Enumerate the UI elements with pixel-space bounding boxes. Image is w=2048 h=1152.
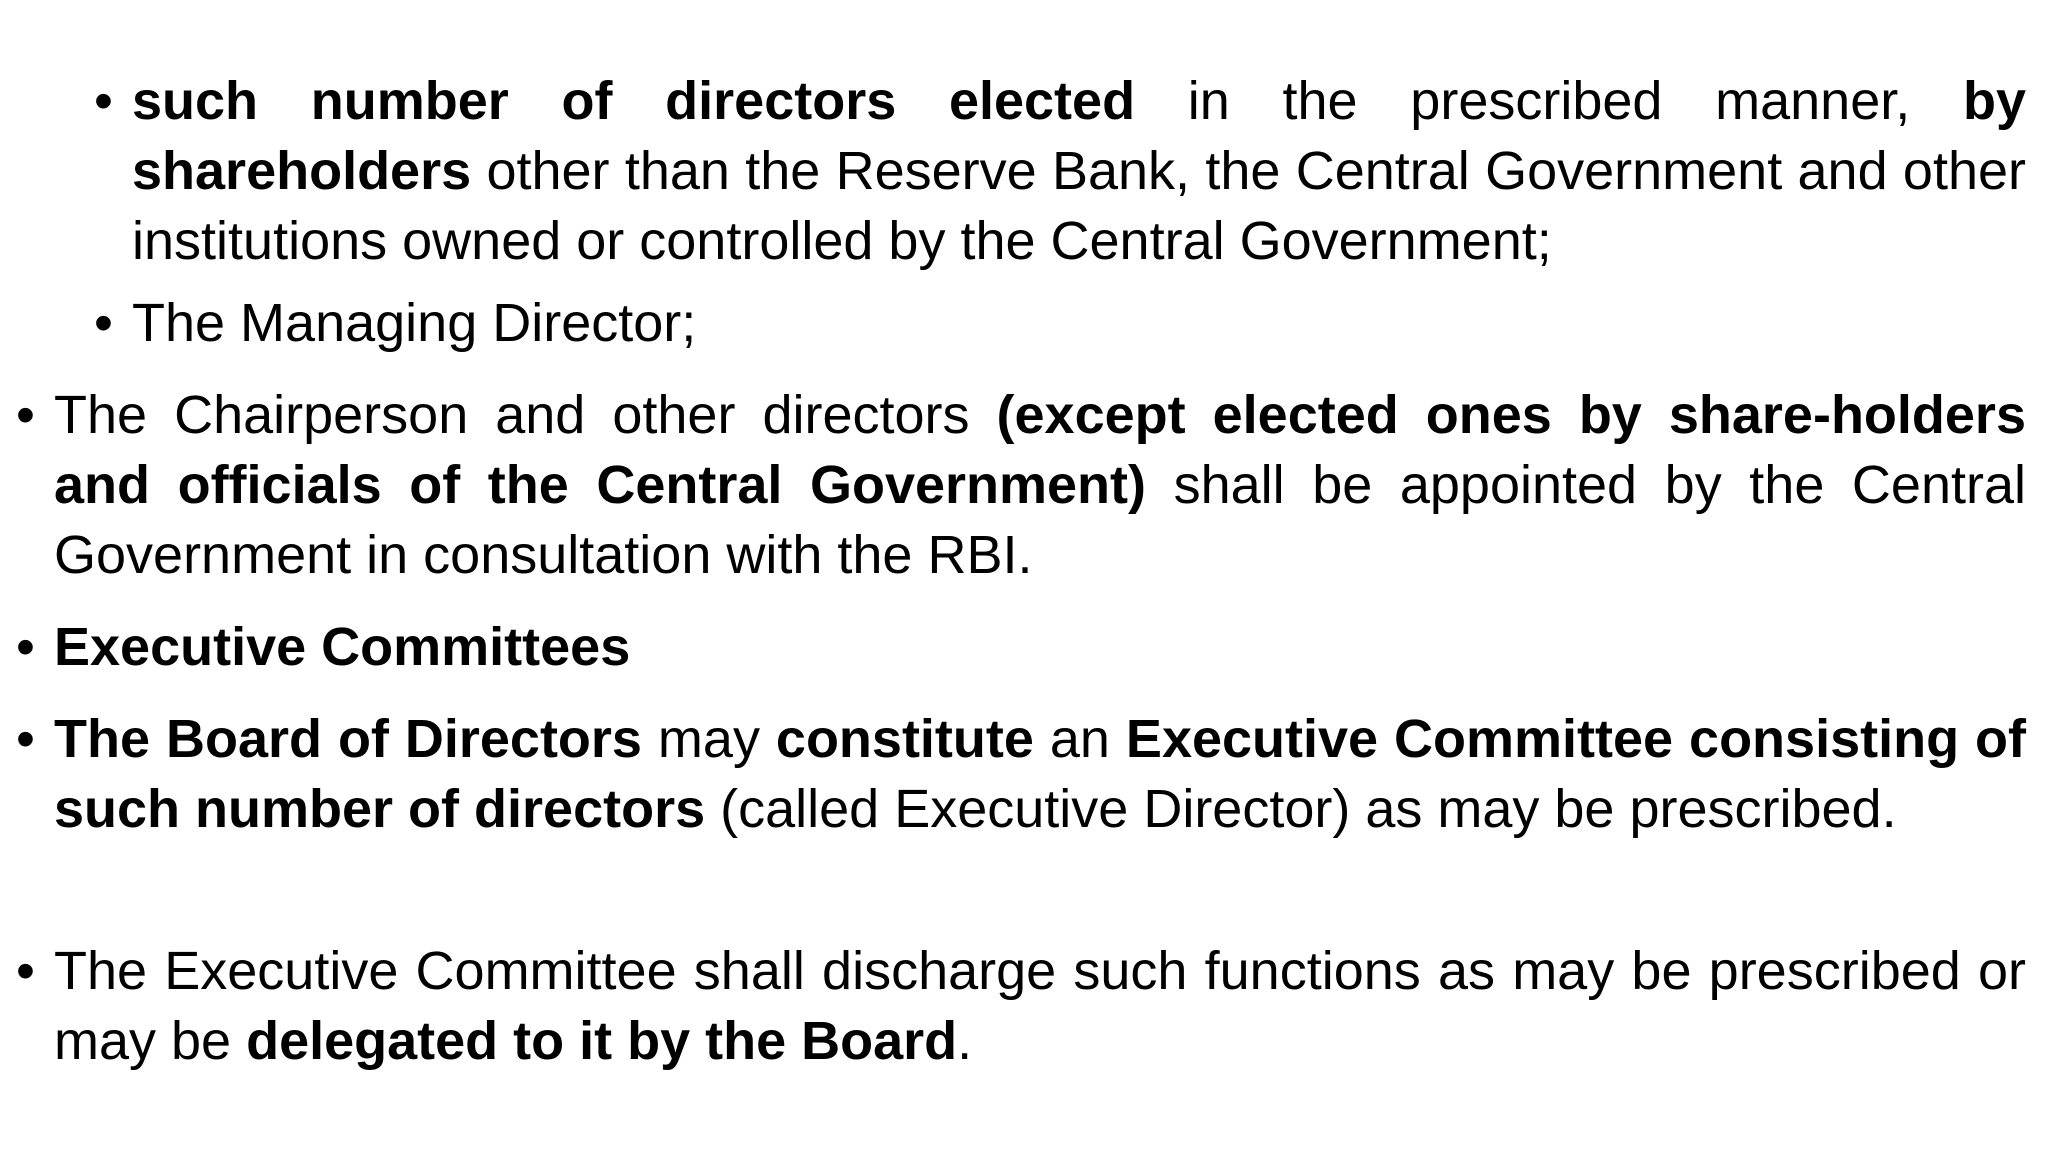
bullet-text-segment: such number of directors elected xyxy=(132,71,1136,131)
bullet-text-segment: other than the Reserve Bank, the Central Government and other institutions owned or controlled by the Central Government; xyxy=(132,141,2026,271)
bullet-text-segment: by shareholders xyxy=(132,71,2026,201)
bullet-text-segment: Executive Committees xyxy=(54,617,631,677)
sub-bullet-managing-director xyxy=(94,288,2026,358)
bullet-committee-functions xyxy=(16,936,2026,1076)
bullet-text-segment: . xyxy=(957,1011,973,1071)
bullet-icon: • xyxy=(94,71,113,131)
bullet-icon: • xyxy=(16,385,35,445)
bullet-text-segment: an xyxy=(1033,709,1126,769)
bullet-text-segment: in the prescribed manner, xyxy=(1135,71,1963,131)
bullet-text-segment: The Managing Director; xyxy=(132,293,697,353)
bullet-text-segment: constitute xyxy=(775,709,1034,769)
bullet-text-segment: delegated to it by the Board xyxy=(246,1011,958,1071)
bullet-icon: • xyxy=(16,941,35,1001)
bullet-executive-committees-heading xyxy=(16,612,2026,682)
bullet-icon: • xyxy=(16,617,35,677)
bullet-text-segment: The Executive Committee shall discharge such functions as may be prescribed or may be xyxy=(54,941,2026,1071)
bullet-text-segment: shall be appointed by the Central Government in consultation with the RBI. xyxy=(54,455,2027,585)
bullet-icon: • xyxy=(94,293,113,353)
bullet-text-segment: (called Executive Director) as may be prescribed. xyxy=(705,779,1897,839)
bullet-board-constitutes-committee xyxy=(16,704,2026,844)
bullet-icon: • xyxy=(16,709,35,769)
bullet-chairperson-appointment xyxy=(16,380,2027,590)
bullet-text-segment: The Board of Directors xyxy=(54,709,642,769)
bullet-text-segment: (except elected ones by share-holders and officials of the Central Government) xyxy=(54,385,2026,515)
bullet-text-segment: The Chairperson and other directors xyxy=(54,385,997,445)
bullet-text-segment: Executive Committee consisting of such number of directors xyxy=(54,709,2026,839)
bullet-text-segment: may xyxy=(641,709,776,769)
sub-bullet-elected-directors xyxy=(94,66,2026,276)
